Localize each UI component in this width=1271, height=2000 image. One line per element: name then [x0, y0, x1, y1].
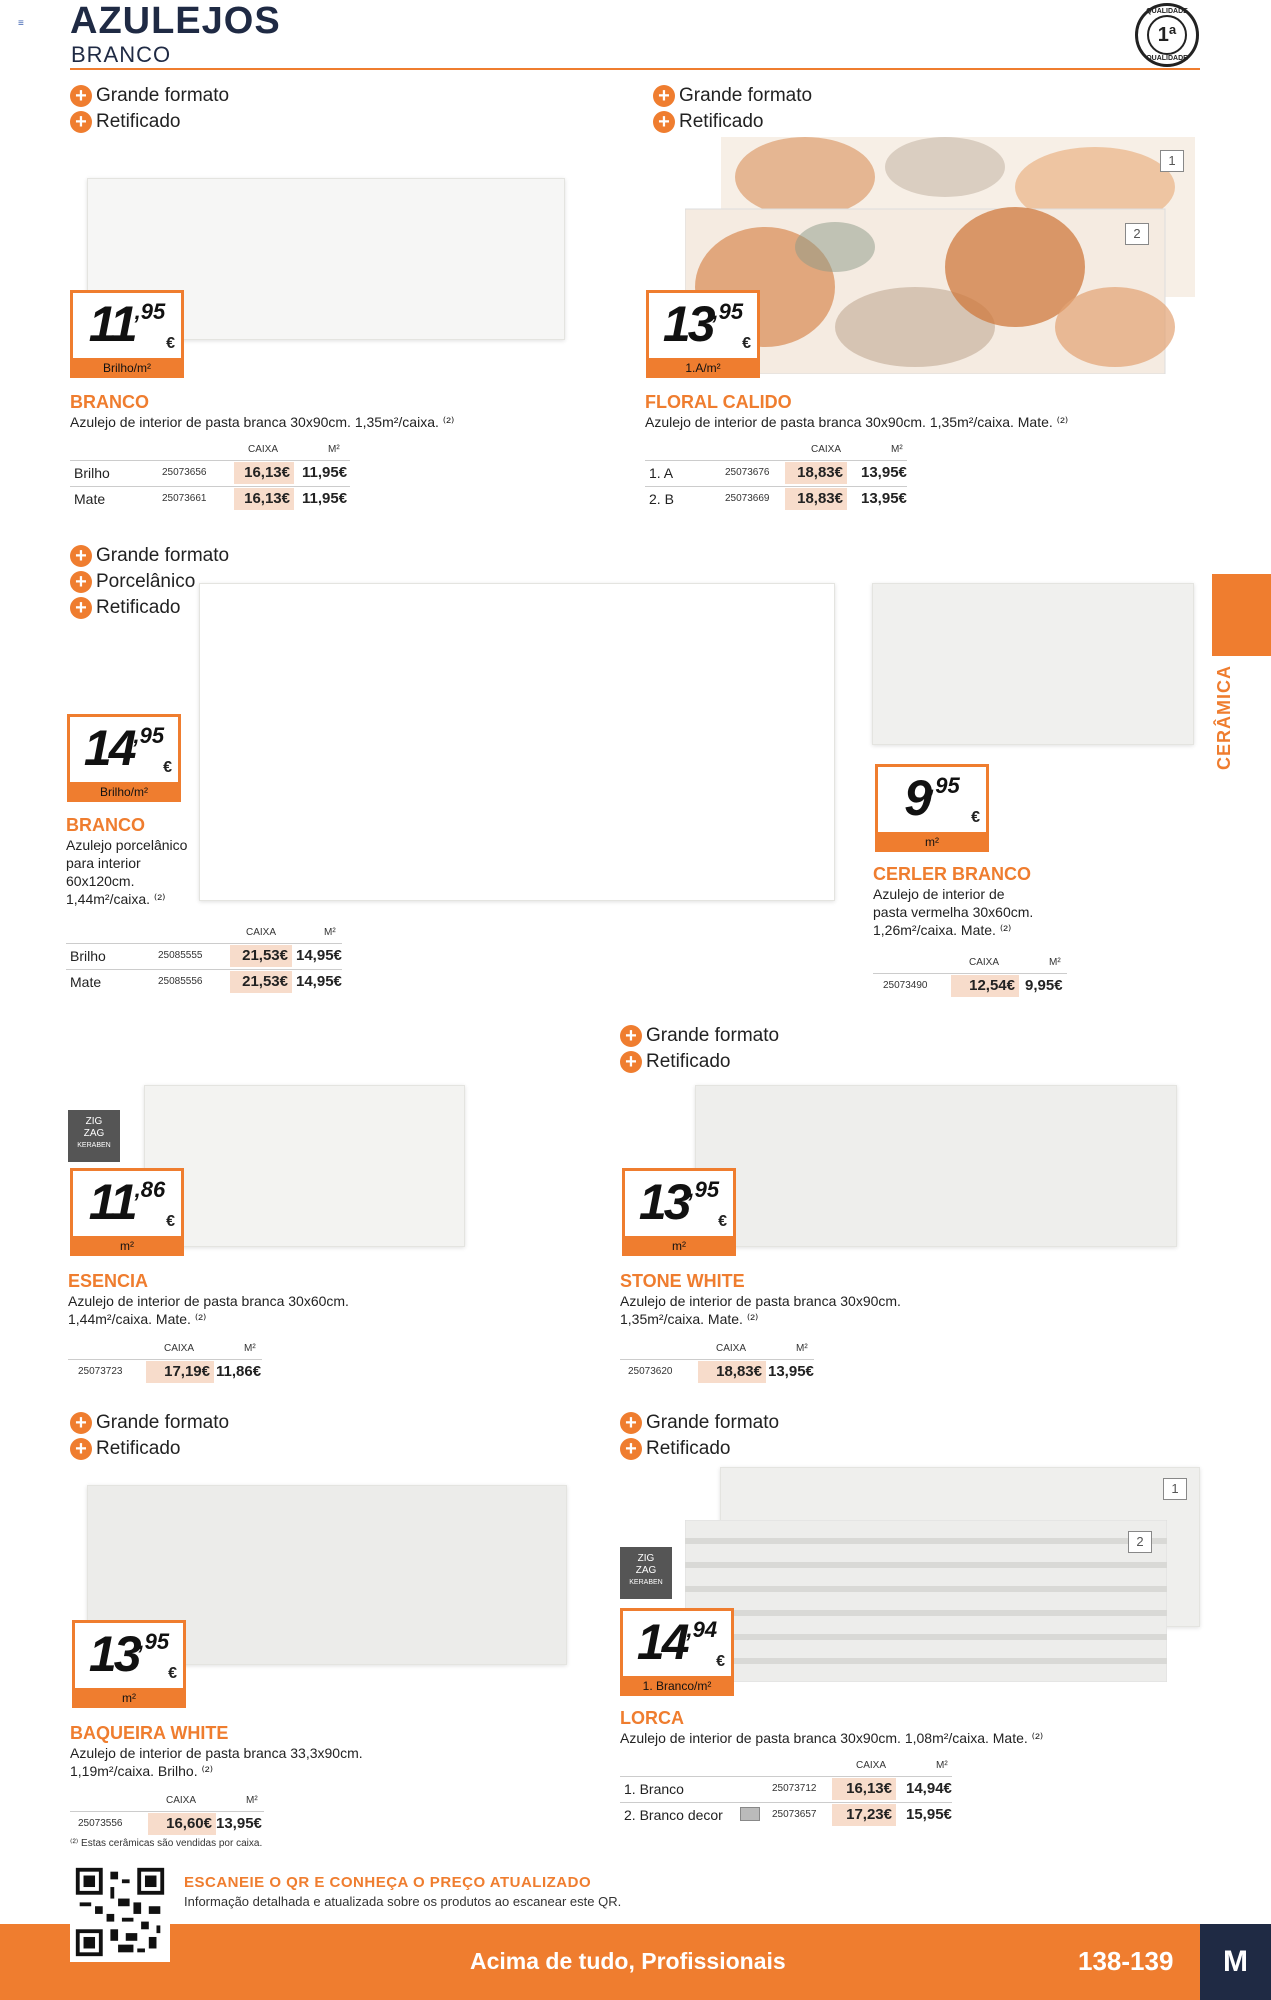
- price-unit: Brilho/m²: [67, 782, 181, 802]
- feature-item: + Grande formato: [70, 83, 229, 109]
- footer-slogan: Acima de tudo, Profissionais: [470, 1948, 786, 1974]
- price-currency: €: [971, 809, 980, 826]
- price-tag: [875, 764, 989, 852]
- col-header-caixa: CAIXA: [164, 1343, 195, 1354]
- product-image-lorca-decor: [685, 1520, 1167, 1682]
- feature-item: + Retificado: [70, 109, 229, 135]
- price-currency: €: [163, 759, 172, 776]
- feature-item: + Retificado: [653, 109, 812, 135]
- col-header-caixa: CAIXA: [811, 444, 842, 455]
- product-name: BRANCO: [70, 392, 149, 412]
- feature-list: [653, 83, 812, 135]
- price-currency: €: [742, 335, 751, 352]
- menu-icon[interactable]: ≡: [18, 18, 24, 29]
- price-decimal: ,95: [688, 1177, 720, 1202]
- price-integer: 9: [904, 770, 930, 826]
- table-row: Brilho 25073656 16,13€ 11,95€: [70, 460, 350, 484]
- product-description: Azulejo de interior de pasta branca 30x90cm. 1,35m²/caixa. Mate. ⁽²⁾: [645, 414, 1069, 430]
- price-decimal: ,95: [712, 299, 744, 324]
- feature-item: + Retificado: [620, 1436, 779, 1462]
- footnote: ⁽²⁾ Estas cerâmicas são vendidas por caixa.: [70, 1838, 263, 1849]
- price-unit: 1.A/m²: [646, 358, 760, 378]
- product-image-floral: [685, 137, 1200, 374]
- table-row: 2. Branco decor 25073657 17,23€ 15,95€: [620, 1802, 952, 1826]
- qr-subtitle: Informação detalhada e atualizada sobre os produtos ao escanear este QR.: [184, 1894, 622, 1909]
- product-table: [68, 1341, 262, 1387]
- plus-icon: +: [620, 1025, 642, 1047]
- product-name: ESENCIA: [68, 1271, 149, 1291]
- price-decimal: ,95: [929, 773, 960, 798]
- qr-title: ESCANEIE O QR E CONHEÇA O PREÇO ATUALIZADO: [184, 1874, 592, 1891]
- feature-list: [620, 1410, 779, 1462]
- product-table: [873, 955, 1067, 1001]
- price-unit: m²: [622, 1236, 736, 1256]
- product-image-branco-porcelanico: [199, 583, 835, 901]
- product-name: BRANCO: [66, 815, 145, 835]
- product-description: Azulejo porcelânico para interior 60x120cm. 1,44m²/caixa. ⁽²⁾: [66, 837, 188, 907]
- product-table: [645, 442, 907, 516]
- price-tag: [70, 1168, 184, 1256]
- feature-item: + Retificado: [70, 1436, 229, 1462]
- variant-badge: 2: [1128, 1531, 1152, 1553]
- plus-icon: +: [70, 545, 92, 567]
- product-table: [70, 442, 350, 516]
- price-unit: Brilho/m²: [70, 358, 184, 378]
- plus-icon: +: [620, 1412, 642, 1434]
- price-currency: €: [168, 1665, 177, 1682]
- col-header-m2: M²: [246, 1795, 258, 1806]
- table-row: 1. Branco 25073712 16,13€ 14,94€: [620, 1776, 952, 1800]
- table-row: Mate 25073661 16,13€ 11,95€: [70, 486, 350, 510]
- price-decimal: ,86: [134, 1177, 166, 1202]
- product-image-stone-white: [695, 1085, 1177, 1247]
- feature-item: + Retificado: [620, 1049, 779, 1075]
- product-description: Azulejo de interior de pasta branca 30x60cm. 1,44m²/caixa. Mate. ⁽²⁾: [68, 1293, 349, 1327]
- table-row: 1. A 25073676 18,83€ 13,95€: [645, 460, 907, 484]
- side-tab: [1212, 574, 1271, 656]
- product-name: STONE WHITE: [620, 1271, 745, 1291]
- col-header-m2: M²: [1049, 957, 1061, 968]
- price-currency: €: [166, 335, 175, 352]
- price-integer: 14: [83, 720, 134, 776]
- plus-icon: +: [70, 1438, 92, 1460]
- feature-list: [620, 1023, 779, 1075]
- price-integer: 11: [88, 296, 135, 352]
- price-decimal: ,95: [138, 1629, 170, 1654]
- feature-item: + Grande formato: [70, 1410, 229, 1436]
- feature-item: + Grande formato: [70, 543, 229, 569]
- price-unit: m²: [875, 832, 989, 852]
- price-decimal: ,94: [686, 1617, 718, 1642]
- price-tag: [622, 1168, 736, 1256]
- plus-icon: +: [70, 85, 92, 107]
- plus-icon: +: [620, 1051, 642, 1073]
- col-header-m2: M²: [324, 927, 336, 938]
- side-tab-label: CERÂMICA: [1214, 665, 1234, 770]
- feature-item: + Grande formato: [620, 1410, 779, 1436]
- seal-bottom-text: QUALIDADE: [1146, 55, 1188, 62]
- variant-badge: 1: [1163, 1478, 1187, 1500]
- product-image-esencia: [144, 1085, 465, 1247]
- product-name: BAQUEIRA WHITE: [70, 1723, 229, 1743]
- col-header-caixa: CAIXA: [166, 1795, 197, 1806]
- seal-center: 1ª: [1147, 15, 1187, 55]
- brand-logo: ZIG ZAG KERABEN: [68, 1110, 120, 1162]
- feature-list: [70, 1410, 229, 1462]
- feature-item: + Retificado: [70, 595, 229, 621]
- qr-code-icon[interactable]: [70, 1862, 170, 1962]
- plus-icon: +: [653, 85, 675, 107]
- product-description: Azulejo de interior de pasta vermelha 30x60cm. 1,26m²/caixa. Mate. ⁽²⁾: [873, 886, 1034, 938]
- decor-swatch-icon: [740, 1807, 760, 1821]
- product-description: Azulejo de interior de pasta branca 33,3x90cm. 1,19m²/caixa. Brilho. ⁽²⁾: [70, 1745, 363, 1779]
- product-description: Azulejo de interior de pasta branca 30x90cm. 1,08m²/caixa. Mate. ⁽²⁾: [620, 1730, 1044, 1746]
- product-description: Azulejo de interior de pasta branca 30x90cm. 1,35m²/caixa. Mate. ⁽²⁾: [620, 1293, 901, 1327]
- plus-icon: +: [70, 1412, 92, 1434]
- price-integer: 13: [638, 1174, 689, 1230]
- price-currency: €: [166, 1213, 175, 1230]
- table-row: 2. B 25073669 18,83€ 13,95€: [645, 486, 907, 510]
- product-table: [620, 1341, 814, 1387]
- plus-icon: +: [70, 571, 92, 593]
- page-title: AZULEJOS: [70, 0, 281, 42]
- header-divider: [70, 68, 1200, 70]
- seal-top-text: QUALIDADE: [1146, 8, 1188, 15]
- feature-list: [70, 83, 229, 135]
- plus-icon: +: [70, 111, 92, 133]
- col-header-caixa: CAIXA: [248, 444, 279, 455]
- product-name: CERLER BRANCO: [873, 864, 1032, 884]
- price-integer: 14: [636, 1614, 687, 1670]
- price-unit: 1. Branco/m²: [620, 1676, 734, 1696]
- price-integer: 11: [88, 1174, 135, 1230]
- product-table: [620, 1758, 952, 1832]
- page-numbers: 138-139: [1078, 1946, 1174, 1976]
- price-currency: €: [718, 1213, 727, 1230]
- product-name: LORCA: [620, 1708, 684, 1728]
- price-tag: [620, 1608, 734, 1696]
- col-header-caixa: CAIXA: [969, 957, 1000, 968]
- col-header-m2: M²: [328, 444, 340, 455]
- price-unit: m²: [72, 1688, 186, 1708]
- plus-icon: +: [653, 111, 675, 133]
- price-tag: [70, 290, 184, 378]
- col-header-m2: M²: [244, 1343, 256, 1354]
- price-integer: 13: [662, 296, 713, 352]
- plus-icon: +: [620, 1438, 642, 1460]
- col-header-m2: M²: [936, 1760, 948, 1771]
- plus-icon: +: [70, 597, 92, 619]
- col-header-caixa: CAIXA: [856, 1760, 887, 1771]
- price-decimal: ,95: [134, 299, 166, 324]
- feature-item: + Grande formato: [620, 1023, 779, 1049]
- product-table: [66, 925, 342, 999]
- feature-item: + Porcelânico: [70, 569, 229, 595]
- table-row: Brilho 25085555 21,53€ 14,95€: [66, 943, 342, 967]
- price-decimal: ,95: [133, 723, 165, 748]
- variant-badge: 1: [1160, 150, 1184, 172]
- table-row: 25073490 12,54€ 9,95€: [873, 973, 1067, 997]
- table-row: 25073620 18,83€ 13,95€: [620, 1359, 814, 1383]
- brand-logo: ZIG ZAG KERABEN: [620, 1547, 672, 1599]
- variant-badge: 2: [1125, 223, 1149, 245]
- table-row: Mate 25085556 21,53€ 14,95€: [66, 969, 342, 993]
- table-row: 25073556 16,60€ 13,95€: [70, 1811, 264, 1835]
- price-tag: [646, 290, 760, 378]
- table-row: 25073723 17,19€ 11,86€: [68, 1359, 262, 1383]
- price-currency: €: [716, 1653, 725, 1670]
- price-unit: m²: [70, 1236, 184, 1256]
- product-description: Azulejo de interior de pasta branca 30x90cm. 1,35m²/caixa. ⁽²⁾: [70, 414, 455, 430]
- product-name: FLORAL CALIDO: [645, 392, 792, 412]
- price-integer: 13: [88, 1626, 139, 1682]
- price-tag: [67, 714, 181, 802]
- quality-seal-icon: [1135, 3, 1199, 67]
- page-subtitle: BRANCO: [71, 42, 172, 67]
- product-image-cerler: [872, 583, 1194, 745]
- feature-item: + Grande formato: [653, 83, 812, 109]
- col-header-caixa: CAIXA: [716, 1343, 747, 1354]
- product-table: [70, 1793, 264, 1839]
- col-header-m2: M²: [796, 1343, 808, 1354]
- col-header-caixa: CAIXA: [246, 927, 277, 938]
- brand-logo-icon: M: [1200, 1924, 1271, 2000]
- price-tag: [72, 1620, 186, 1708]
- col-header-m2: M²: [891, 444, 903, 455]
